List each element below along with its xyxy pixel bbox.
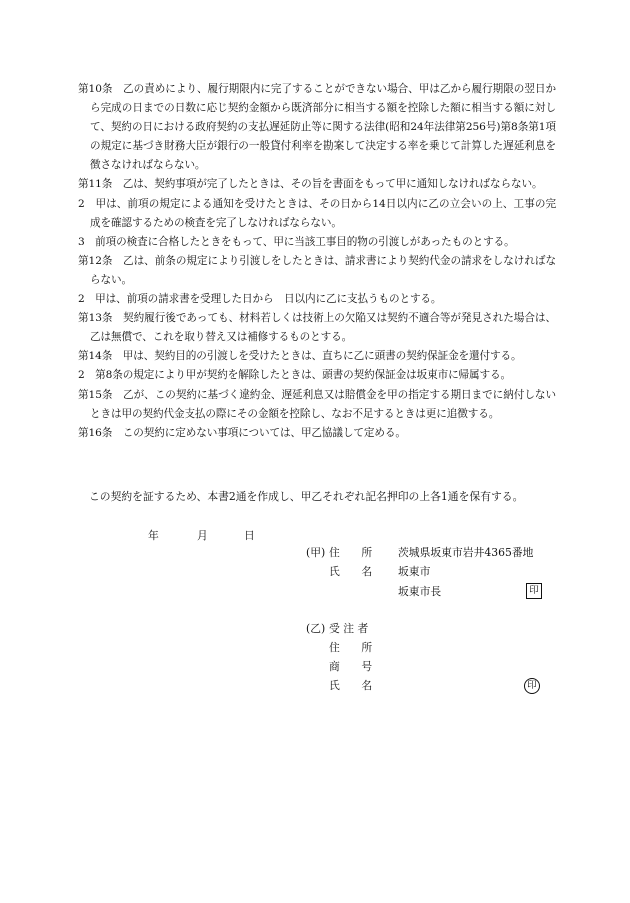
party-b-contractor-label: 受 注 者 bbox=[329, 622, 369, 635]
clause-list bbox=[78, 80, 556, 443]
clause-16: 第16条 この契約に定めない事項については、甲乙協議して定める。 bbox=[78, 426, 406, 439]
clause-12: 第12条 乙は、前条の規定により引渡しをしたときは、請求書により契約代金の請求をしなければならない。 bbox=[78, 254, 556, 286]
clause-12-2: 2 甲は、前項の請求書を受理した日から 日以内に乙に支払うものとする。 bbox=[78, 293, 442, 306]
clause-13: 第13条 契約履行後であっても、材料若しくは技術上の欠陥又は契約不適合等が発見された場合は、乙は無償で、これを取り替え又は補修するものとする。 bbox=[78, 312, 556, 344]
clause-15: 第15条 乙が、この契約に基づく違約金、遅延利息又は賠償金を甲の指定する期日までに納付しないときは甲の契約代金支払の際にその金額を控除し、なお不足するときは更に追徴する。 bbox=[78, 388, 556, 420]
clause-14-2: 2 第8条の規定により甲が契約を解除したときは、頭書の契約保証金は坂東市に帰属する。 bbox=[78, 369, 512, 382]
clause-11-2: 2 甲は、前項の規定による通知を受けたときは、その日から14日以内に乙の立会いの上、工事の完成を確認するための検査を完了しなければならない。 bbox=[78, 197, 556, 229]
party-a-address-label: 住 所 bbox=[329, 546, 373, 559]
date-day: 日 bbox=[244, 529, 255, 542]
clause-10: 第10条 乙の責めにより、履行期限内に完了することができない場合、甲は乙から履行期限の翌日から完成の日までの日数に応じ契約金額から既済部分に相当する額を控除した額に相当する額に対して、契約の日における政府契約の支払遅延防止等に関する法律(昭和24年法律第256号)第8条第1項の規定に基づき財務大臣が銀行の一般貸付利率を勘案して決定する率を乗じて計算した遅延利息を徴さなければならない。 bbox=[78, 83, 556, 172]
party-b-seal: 印 bbox=[524, 678, 540, 694]
party-a-seal: 印 bbox=[526, 583, 542, 599]
clause-11: 第11条 乙は、契約事項が完了したときは、その旨を書面をもって甲に通知しなければならない。 bbox=[78, 178, 543, 191]
date-year: 年 bbox=[148, 529, 159, 542]
party-b-label: (乙) bbox=[306, 622, 326, 635]
party-a-address-value: 茨城県坂東市岩井4365番地 bbox=[398, 546, 534, 559]
party-a-name-label: 氏 名 bbox=[329, 565, 373, 578]
party-b-trade-name-label: 商 号 bbox=[329, 660, 373, 673]
closing-statement: この契約を証するため、本書2通を作成し、甲乙それぞれ記名押印の上各1通を保有する。 bbox=[89, 490, 524, 503]
party-a-name-mayor: 坂東市長 bbox=[398, 585, 442, 598]
party-a-label: (甲) bbox=[306, 546, 326, 559]
date-month: 月 bbox=[197, 529, 208, 542]
party-a-name-city: 坂東市 bbox=[398, 565, 431, 578]
party-b-address-label: 住 所 bbox=[329, 641, 373, 654]
party-b-name-label: 氏 名 bbox=[329, 679, 373, 692]
clause-14: 第14条 甲は、契約目的の引渡しを受けたときは、直ちに乙に頭書の契約保証金を還付する。 bbox=[78, 350, 522, 363]
clause-11-3: 3 前項の検査に合格したときをもって、甲に当該工事目的物の引渡しがあったものとする。 bbox=[78, 235, 515, 248]
